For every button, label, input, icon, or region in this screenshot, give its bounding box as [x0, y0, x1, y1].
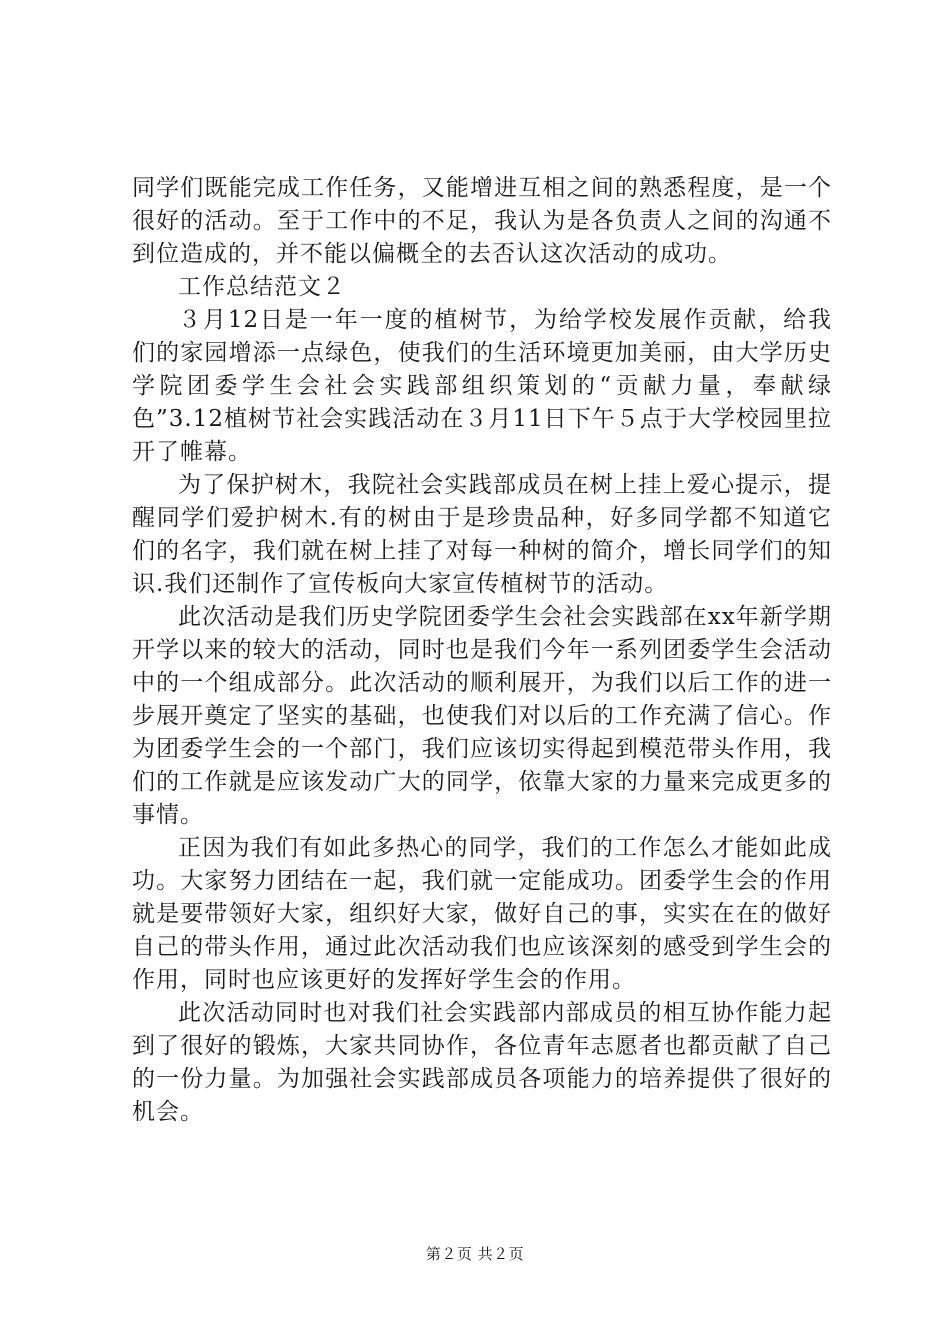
paragraph-2: ３月12日是一年一度的植树节，为给学校发展作贡献，给我们的家园增添一点绿色，使我们的生活环境更加美丽，由大学历史学院团委学生会社会实践部组织策划的“贡献力量，奉献绿色”3.12植树节社会实践活动在３月11日下午５点于大学校园里拉开了帷幕。 [132, 307, 832, 465]
paragraph-6: 此次活动同时也对我们社会实践部内部成员的相互协作能力起到了很好的锻炼，大家共同协作，各位青年志愿者也都贡献了自己的一份力量。为加强社会实践部成员各项能力的培养提供了很好的机会。 [132, 1000, 832, 1125]
section-heading: 工作总结范文２ [178, 274, 346, 300]
paragraph-5: 正因为我们有如此多热心的同学，我们的工作怎么才能如此成功。大家努力团结在一起，我们就一定能成功。团委学生会的作用就是要带领好大家，组织好大家，做好自己的事，实实在在的做好自己的带头作用，通过此次活动我们也应该深刻的感受到学生会的作用，同时也应该更好的发挥好学生会的作用。 [132, 835, 832, 993]
paragraph-1: 同学们既能完成工作任务，又能增进互相之间的熟悉程度，是一个很好的活动。至于工作中的不足，我认为是各负责人之间的沟通不到位造成的，并不能以偏概全的去否认这次活动的成功。 [132, 175, 832, 267]
paragraph-3: 为了保护树木，我院社会实践部成员在树上挂上爱心提示，提醒同学们爱护树木.有的树由于是珍贵品种，好多同学都不知道它们的名字，我们就在树上挂了对每一种树的简介，增长同学们的知识.我们还制作了宣传板向大家宣传植树节的活动。 [132, 472, 832, 597]
paragraph-4: 此次活动是我们历史学院团委学生会社会实践部在xx年新学期开学以来的较大的活动，同时也是我们今年一系列团委学生会活动中的一个组成部分。此次活动的顺利展开，为我们以后工作的进一步展开奠定了坚实的基础，也使我们对以后的工作充满了信心。作为团委学生会的一个部门，我们应该切实得起到模范带头作用，我们的工作就是应该发动广大的同学，依靠大家的力量来完成更多的事情。 [132, 604, 832, 828]
document-body [132, 172, 832, 1129]
page-number-footer: 第２页 共２页 [425, 1245, 525, 1263]
